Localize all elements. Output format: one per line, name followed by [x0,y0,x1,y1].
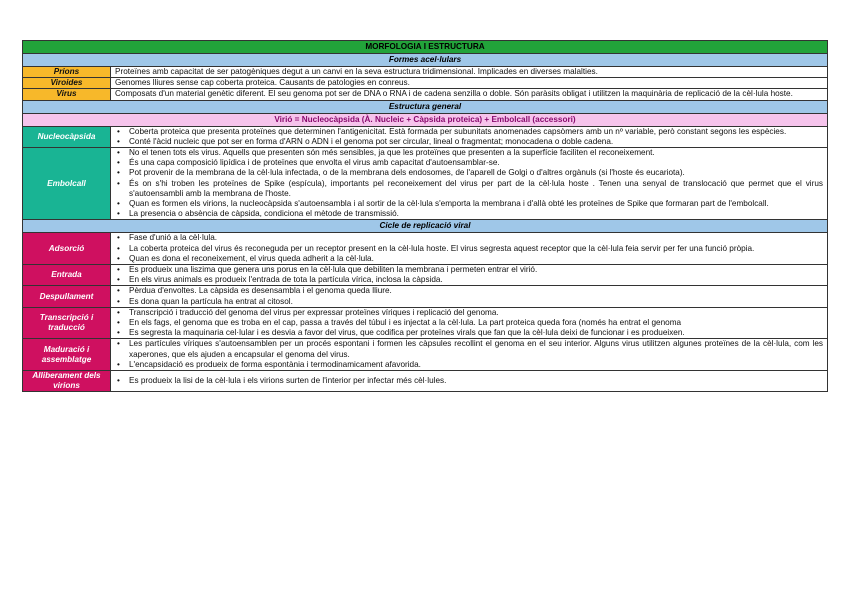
list-item: • És una capa composició lipídica i de proteïnes que envolta el virus amb capacitat d'autoensamblar-se. [129,158,823,168]
list-item: • Es produeix una liszima que genera uns porus en la cèl·lula que debiliten la membrana i permeten entrar el virió. [129,265,823,275]
row-maduracio [23,339,828,371]
section-title-acellular: Formes acel·lulars [23,54,828,67]
label-nucleocapsida: Nucleocàpsida [23,126,111,147]
list-item: • Les partícules víriques s'autoensamblen per un procés espontani i formen les càpsules recollint el genoma en el seu interior. Alguns virus utilitzen algunes proteïnes de la cèl·lula, com les xaperones, que els ajuden a encapsular el genoma del virus. [129,339,823,359]
list-item: • Quan es dona el reconeixement, el virus queda adherit a la cèl·lula. [129,254,823,264]
list-item: • Es dona quan la partícula ha entrat al citosol. [129,297,823,307]
section-header-acellular [23,54,828,67]
content-alliberament [111,371,828,392]
list-item: • No el tenen tots els virus. Aquells que presenten són més sensibles, ja que les proteïnes que presenten a la superfície faciliten el reconeixement. [129,148,823,158]
label-maduracio: Maduració i assemblatge [23,339,111,371]
list-item: • Es produeix la lisi de la cèl·lula i els virions surten de l'interior per infectar més cèl·lules. [129,376,823,386]
text-prions: Proteïnes amb capacitat de ser patogèniques degut a un canvi en la seva estructura tridimensional. Implicades en diverses malalties. [111,67,828,78]
list-item: • Pèrdua d'envoltes. La càpsida es desensambla i el genoma queda lliure. [129,286,823,296]
content-maduracio [111,339,828,371]
document-title: MORFOLOGIA I ESTRUCTURA [23,41,828,54]
list-item: • Quan es formen els virions, la nucleocàpsida s'autoensambla i al sortir de la cèl·lula s'emporta la membrana i d'allà obté les proteïnes de Spike que formaran part de l'embolcall. [129,199,823,209]
list-item: • És on s'hi troben les proteïnes de Spike (espícula), importants pel reconeixement del virus per part de la cèl·lula hoste . Tenen una senyal de translocació que permet que el virus s'autoensambli amb la membrana de l'hoste. [129,179,823,199]
list-item: • L'encapsidació es produeix de forma espontània i termodinamicament afavorida. [129,360,823,370]
content-entrada [111,265,828,286]
label-despullament: Despullament [23,286,111,307]
section-header-structure [23,100,828,113]
content-nucleocapsida [111,126,828,147]
label-embolcall: Embolcall [23,148,111,220]
list-item: • Transcripció i traducció del genoma del virus per expressar proteïnes víriques i replicació del genoma. [129,308,823,318]
section-header-cycle [23,220,828,233]
label-entrada: Entrada [23,265,111,286]
list-item: • Fase d'unió a la cèl·lula. [129,233,823,243]
section-title-structure: Estructura general [23,100,828,113]
section-title-cycle: Cicle de replicació viral [23,220,828,233]
row-viroides [23,78,828,89]
formula-row [23,113,828,126]
label-adsorcio: Adsorció [23,233,111,265]
content-despullament [111,286,828,307]
virion-formula: Virió = Nucleocàpsida (À. Nucleic + Càpsida proteica) + Embolcall (accessori) [23,113,828,126]
content-adsorcio [111,233,828,265]
content-transcripcio [111,307,828,339]
label-transcripcio: Transcripció i traducció [23,307,111,339]
row-alliberament [23,371,828,392]
row-despullament [23,286,828,307]
title-row [23,41,828,54]
text-virus: Composats d'un material genètic diferent. El seu genoma pot ser de DNA o RNA i de cadena senzilla o doble. Són paràsits obligat i utilitzen la maquinària de replicació de la cèl·lula hoste. [111,89,828,100]
row-virus [23,89,828,100]
row-prions [23,67,828,78]
label-alliberament: Alliberament dels virions [23,371,111,392]
list-item: • En els virus animals es produeix l'entrada de tota la partícula vírica, inclosa la càpsida. [129,275,823,285]
list-item: • En els fags, el genoma que es troba en el cap, passa a través del túbul i es injectat a la cèl·lula. La part proteica queda fora (només ha entrat el genoma [129,318,823,328]
list-item: • Pot provenir de la membrana de la cèl·lula infectada, o de la membrana dels endosomes, de l'aparell de Golgi o d'altres orgànuls (si l'hoste és eucariota). [129,168,823,178]
row-transcripcio [23,307,828,339]
list-item: • La coberta proteica del virus és reconeguda per un receptor present en la cèl·lula hoste. El virus segresta aquest receptor que la cèl·lula feia servir per fer una funció pròpia. [129,244,823,254]
label-prions: Prions [23,67,111,78]
row-adsorcio [23,233,828,265]
content-embolcall [111,148,828,220]
text-viroides: Genomes lliures sense cap coberta proteica. Causants de patologies en conreus. [111,78,828,89]
list-item: • Coberta proteica que presenta proteïnes que determinen l'antigenicitat. Està formada per subunitats anomenades capsòmers amb un nº variable, però constant segons les espècies. [129,127,823,137]
label-virus: Virus [23,89,111,100]
list-item: • Es segresta la maquinaria cel·lular i es desvia a favor del virus, que codifica per proteïnes virals que fan que la cèl·lula deixi de funcionar i es produeixen. [129,328,823,338]
morphology-table [22,40,828,392]
row-embolcall [23,148,828,220]
label-viroides: Viroides [23,78,111,89]
row-entrada [23,265,828,286]
list-item: • La presencia o absència de càpsida, condiciona el mètode de transmissió. [129,209,823,219]
list-item: • Conté l'àcid nucleic que pot ser en forma d'ARN o ADN i el genoma pot ser circular, lineal o fragmentat; monocadena o doble cadena. [129,137,823,147]
row-nucleocapsida [23,126,828,147]
